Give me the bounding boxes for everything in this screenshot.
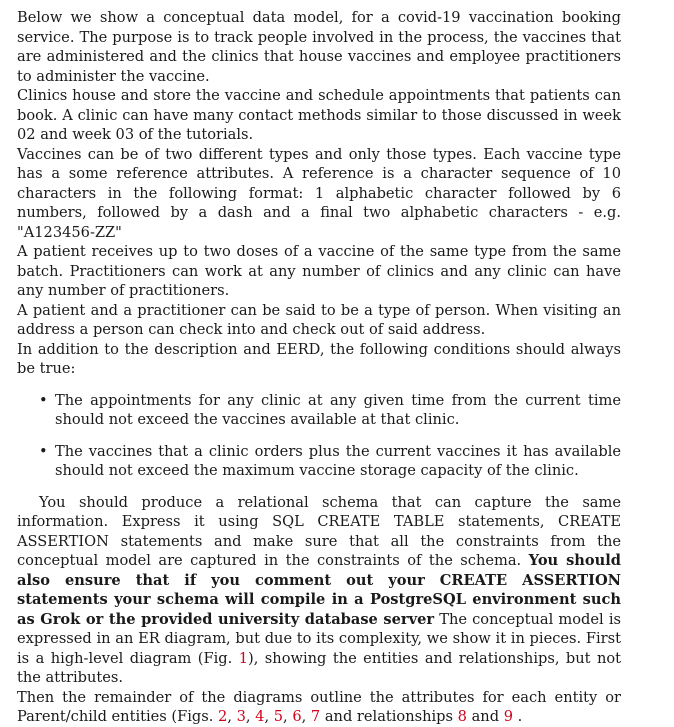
intro-paragraph-5: A patient and a practitioner can be said to be a type of person. When visiting an address a person can check into and check out of said address. — [17, 301, 621, 338]
condition-item-2: • The vaccines that a clinic orders plus the current vaccines it has available should not exceed the maximum vaccine storage capacity of the clinic. — [55, 442, 621, 481]
figure-ref-7[interactable]: 7 — [310, 708, 321, 725]
instructions-bold-text: You should also ensure that if you comment out your CREATE ASSERTION statements your schema will compile in a PostgreSQL environment such as Grok or the provided university database server — [17, 552, 622, 628]
figure-ref-2[interactable]: 2 — [218, 708, 228, 725]
condition-item-1: • The appointments for any clinic at any given time from the current time should not exceed the vaccines available at that clinic. — [55, 391, 621, 430]
relationships-text: and relationships — [324, 708, 454, 725]
conditions-list — [17, 391, 621, 481]
figure-ref-9[interactable]: 9 — [503, 708, 513, 725]
intro-paragraph-3: Vaccines can be of two different types and only those types. Each vaccine type has a some reference attributes. A reference is a character sequence of 10 characters in the following format: 1 alphabetic character followed by 6 numbers, followed by a dash and a final two alphabetic characters - e.g. "A123456-ZZ" — [17, 145, 621, 241]
document-page — [17, 8, 621, 727]
period-text: . — [517, 708, 523, 725]
instructions-text: You should produce a relational schema that can capture the same information. Express it using SQL CREATE TABLE statements, CREATE ASSERTION statements and make sure that all the constraints from the conceptual model are captured in the constraints of the schema. — [17, 493, 621, 569]
diagram-intro-end: ), showing the entities and relationships, but not the attributes. — [17, 649, 622, 686]
figure-ref-6[interactable]: 6 — [292, 708, 302, 725]
intro-paragraph-2: Clinics house and store the vaccine and schedule appointments that patients can book. A clinic can have many contact methods similar to those discussed in week 02 and week 03 of the tutorials. — [17, 87, 621, 143]
figure-ref-3[interactable]: 3 — [236, 708, 246, 725]
figures-text: Then the remainder of the diagrams outline the attributes for each entity or Parent/child entities (Figs. — [17, 688, 621, 725]
diagram-intro-text: The conceptual model is expressed in an ER diagram, but due to its complexity, we show it in pieces. First is a high-level diagram (Fig. — [17, 610, 621, 667]
figure-ref-8[interactable]: 8 — [457, 708, 467, 725]
figure-ref-4[interactable]: 4 — [255, 708, 265, 725]
figure-ref-1[interactable]: 1 — [238, 649, 249, 667]
intro-paragraph-6: In addition to the description and EERD, the following conditions should always be true: — [17, 340, 621, 377]
figure-ref-5[interactable]: 5 — [273, 708, 284, 725]
intro-paragraph-4: A patient receives up to two doses of a vaccine of the same type from the same batch. Practitioners can work at any number of clinics and any clinic can have any number of practitioners. — [17, 243, 621, 299]
and-text: and — [471, 708, 500, 725]
instructions-paragraph — [17, 493, 621, 688]
figures-paragraph: Then the remainder of the diagrams outline the attributes for each entity or Parent/child entities (Figs. 2, 3, 4, 5, 6, 7 and relationships 8 and 9 . — [17, 688, 621, 725]
intro-paragraph-1: Below we show a conceptual data model, for a covid-19 vaccination booking service. The purpose is to track people involved in the process, the vaccines that are administered and the clinics that house vaccines and employee practitioners to administer the vaccine. — [17, 9, 621, 85]
